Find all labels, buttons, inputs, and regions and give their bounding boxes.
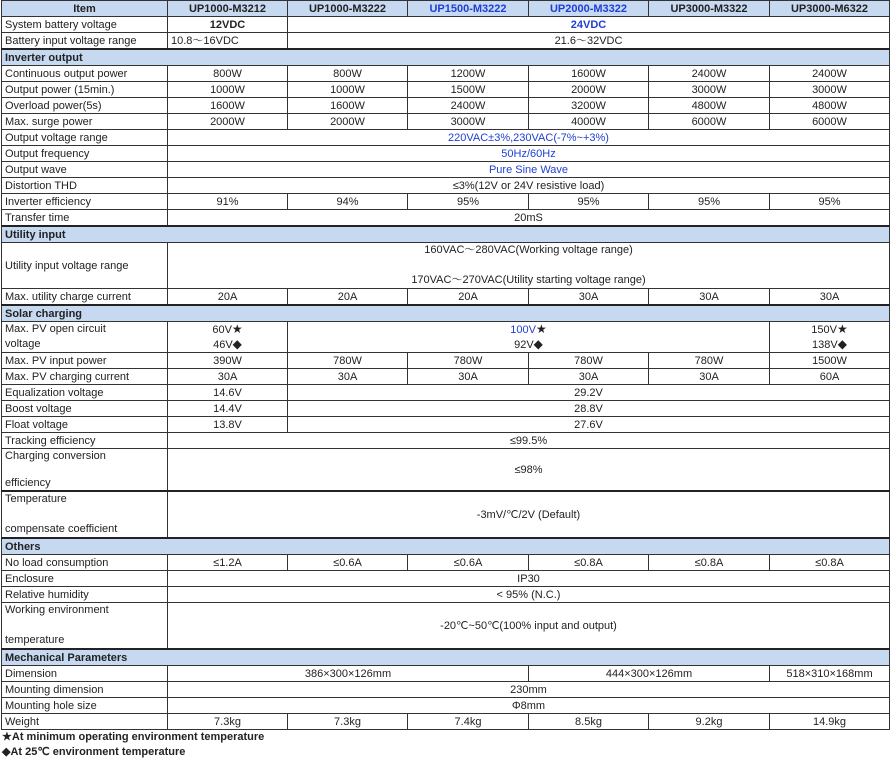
star-icon: ★ xyxy=(535,322,547,336)
cell: 1600W xyxy=(168,98,288,114)
row-label-line: Working environment xyxy=(5,604,109,616)
row-label: No load consumption xyxy=(2,555,168,571)
cell: 30A xyxy=(529,289,649,306)
section-title: Utility input xyxy=(2,226,890,243)
cell: 1000W xyxy=(168,82,288,98)
cell: 1600W xyxy=(529,66,649,82)
cell: 390W xyxy=(168,353,288,369)
cell: ≤0.8A xyxy=(770,555,890,571)
row-label xyxy=(2,491,168,538)
cell: 91% xyxy=(168,194,288,210)
cell: ≤1.2A xyxy=(168,555,288,571)
cell: 20mS xyxy=(168,210,890,227)
cell: 1600W xyxy=(288,98,408,114)
footnote xyxy=(2,745,890,760)
model-header: UP3000-M6322 xyxy=(770,1,890,17)
cell: 60A xyxy=(770,369,890,385)
row-label: Relative humidity xyxy=(2,587,168,603)
row-label: Overload power(5s) xyxy=(2,98,168,114)
table-row xyxy=(2,449,890,492)
cell: 95% xyxy=(649,194,770,210)
cell xyxy=(168,322,288,353)
diamond-icon: ◆ xyxy=(533,337,543,351)
row-label: Max. PV input power xyxy=(2,353,168,369)
cell xyxy=(770,322,890,353)
util-line-1: 160VAC～280VAC(Working voltage range) xyxy=(424,244,633,256)
cell: 30A xyxy=(649,369,770,385)
cell: 1500W xyxy=(770,353,890,369)
star-icon: ★ xyxy=(2,731,12,743)
table-row xyxy=(2,571,890,587)
cell: Φ8mm xyxy=(168,698,890,714)
row-label: Battery input voltage range xyxy=(2,33,168,50)
row-label-line: temperature xyxy=(5,634,65,646)
row-label: Max. utility charge current xyxy=(2,289,168,306)
cell: 30A xyxy=(288,369,408,385)
row-label: Utility input voltage range xyxy=(2,243,168,289)
cell: ≤0.8A xyxy=(529,555,649,571)
cell: 3000W xyxy=(649,82,770,98)
util-line-2: 170VAC～270VAC(Utility starting voltage range) xyxy=(411,274,646,286)
cell: 780W xyxy=(408,353,529,369)
cell: 444×300×126mm xyxy=(529,666,770,682)
cell: 94% xyxy=(288,194,408,210)
row-label: Boost voltage xyxy=(2,401,168,417)
table-row xyxy=(2,194,890,210)
cell: ≤0.8A xyxy=(649,555,770,571)
cell: 12VDC xyxy=(168,17,288,33)
table-row xyxy=(2,417,890,433)
cell: 2000W xyxy=(288,114,408,130)
cell: ≤0.6A xyxy=(408,555,529,571)
table-row xyxy=(2,385,890,401)
cell: 780W xyxy=(288,353,408,369)
table-row xyxy=(2,666,890,682)
cell: 7.3kg xyxy=(288,714,408,730)
footnote-text: At minimum operating environment temperature xyxy=(11,731,265,743)
cell: 95% xyxy=(529,194,649,210)
model-header: UP2000-M3322 xyxy=(529,1,649,17)
cell: 9.2kg xyxy=(649,714,770,730)
cell: 386×300×126mm xyxy=(168,666,529,682)
table-row xyxy=(2,146,890,162)
row-label: Output voltage range xyxy=(2,130,168,146)
table-row xyxy=(2,82,890,98)
row-label: Float voltage xyxy=(2,417,168,433)
cell: 2000W xyxy=(529,82,649,98)
row-label-line: efficiency xyxy=(5,477,51,489)
table-row xyxy=(2,322,890,353)
cell: 1000W xyxy=(288,82,408,98)
table-row xyxy=(2,114,890,130)
cell: 4800W xyxy=(649,98,770,114)
row-label: Max. PV charging current xyxy=(2,369,168,385)
cell: 2400W xyxy=(649,66,770,82)
section-header xyxy=(2,49,890,66)
cell: 95% xyxy=(770,194,890,210)
cell: 95% xyxy=(408,194,529,210)
footnote-text: At 25℃ environment temperature xyxy=(10,746,186,758)
row-label: Mounting hole size xyxy=(2,698,168,714)
cell: Pure Sine Wave xyxy=(168,162,890,178)
row-label: Transfer time xyxy=(2,210,168,227)
footnotes xyxy=(0,730,890,760)
cell: 20A xyxy=(288,289,408,306)
pv-value: 100V xyxy=(510,324,536,336)
model-header: UP3000-M3322 xyxy=(649,1,770,17)
cell: 2400W xyxy=(770,66,890,82)
section-title: Inverter output xyxy=(2,49,890,66)
section-header xyxy=(2,226,890,243)
row-label: Distortion THD xyxy=(2,178,168,194)
table-row xyxy=(2,555,890,571)
section-title: Solar charging xyxy=(2,305,890,322)
star-icon: ★ xyxy=(836,322,848,336)
cell: 800W xyxy=(288,66,408,82)
cell: 29.2V xyxy=(288,385,890,401)
cell: 780W xyxy=(529,353,649,369)
cell: 21.6～32VDC xyxy=(288,33,890,50)
cell xyxy=(288,322,770,353)
diamond-icon: ◆ xyxy=(2,746,11,758)
pv-value: 138V xyxy=(812,339,838,351)
table-row xyxy=(2,603,890,650)
pv-value: 60V xyxy=(212,324,232,336)
pv-value: 150V xyxy=(811,324,837,336)
row-label: Output frequency xyxy=(2,146,168,162)
section-header xyxy=(2,649,890,666)
row-label: System battery voltage xyxy=(2,17,168,33)
row-label: Enclosure xyxy=(2,571,168,587)
cell: 1200W xyxy=(408,66,529,82)
cell: 20A xyxy=(168,289,288,306)
cell: IP30 xyxy=(168,571,890,587)
cell: 4800W xyxy=(770,98,890,114)
table-row xyxy=(2,714,890,730)
row-label xyxy=(2,449,168,492)
row-label-line: compensate coefficient xyxy=(5,523,118,535)
cell: 20A xyxy=(408,289,529,306)
row-label: Max. surge power xyxy=(2,114,168,130)
section-title: Mechanical Parameters xyxy=(2,649,890,666)
cell: 220VAC±3%,230VAC(-7%~+3%) xyxy=(168,130,890,146)
row-label: Output power (15min.) xyxy=(2,82,168,98)
table-row xyxy=(2,98,890,114)
cell: 230mm xyxy=(168,682,890,698)
table-row xyxy=(2,491,890,538)
row-label: Output wave xyxy=(2,162,168,178)
table-row xyxy=(2,130,890,146)
cell: ≤3%(12V or 24V resistive load) xyxy=(168,178,890,194)
table-row xyxy=(2,587,890,603)
cell: 2000W xyxy=(168,114,288,130)
cell: -3mV/℃/2V (Default) xyxy=(168,491,890,538)
cell: 1500W xyxy=(408,82,529,98)
row-label: Inverter efficiency xyxy=(2,194,168,210)
cell: < 95% (N.C.) xyxy=(168,587,890,603)
table-row xyxy=(2,698,890,714)
cell: 3000W xyxy=(408,114,529,130)
cell: 3000W xyxy=(770,82,890,98)
cell: 8.5kg xyxy=(529,714,649,730)
table-row xyxy=(2,433,890,449)
section-title: Others xyxy=(2,538,890,555)
row-label: Equalization voltage xyxy=(2,385,168,401)
table-row xyxy=(2,210,890,227)
table-row xyxy=(2,369,890,385)
table-row xyxy=(2,353,890,369)
table-row xyxy=(2,66,890,82)
table-row xyxy=(2,162,890,178)
table-row xyxy=(2,178,890,194)
cell xyxy=(168,243,890,289)
row-label: Mounting dimension xyxy=(2,682,168,698)
cell: 24VDC xyxy=(288,17,890,33)
spec-table xyxy=(1,0,890,730)
table-row xyxy=(2,682,890,698)
model-header: UP1000-M3222 xyxy=(288,1,408,17)
cell: 518×310×168mm xyxy=(770,666,890,682)
table-row xyxy=(2,289,890,306)
cell: 30A xyxy=(529,369,649,385)
cell: 2400W xyxy=(408,98,529,114)
item-header: Item xyxy=(2,1,168,17)
pv-value: 92V xyxy=(514,339,534,351)
section-header xyxy=(2,305,890,322)
row-label-line: Charging conversion xyxy=(5,450,106,462)
cell: 50Hz/60Hz xyxy=(168,146,890,162)
cell: 6000W xyxy=(770,114,890,130)
cell: 800W xyxy=(168,66,288,82)
spacer xyxy=(171,258,886,273)
cell: -20℃~50℃(100% input and output) xyxy=(168,603,890,650)
cell: 13.8V xyxy=(168,417,288,433)
cell: 4000W xyxy=(529,114,649,130)
section-header xyxy=(2,538,890,555)
cell: 780W xyxy=(649,353,770,369)
cell: 30A xyxy=(649,289,770,306)
cell: 30A xyxy=(770,289,890,306)
row-label: Tracking efficiency xyxy=(2,433,168,449)
row-label-line: Max. PV open circuit xyxy=(5,323,106,335)
table-row xyxy=(2,17,890,33)
star-icon: ★ xyxy=(231,322,243,336)
table-row xyxy=(2,33,890,50)
cell: 30A xyxy=(408,369,529,385)
footnote xyxy=(2,730,890,745)
cell: 6000W xyxy=(649,114,770,130)
header-row xyxy=(2,1,890,17)
row-label-line: Temperature xyxy=(5,493,67,505)
model-header: UP1000-M3212 xyxy=(168,1,288,17)
row-label: Continuous output power xyxy=(2,66,168,82)
row-label: Dimension xyxy=(2,666,168,682)
cell: ≤0.6A xyxy=(288,555,408,571)
cell: 3200W xyxy=(529,98,649,114)
cell: 14.4V xyxy=(168,401,288,417)
row-label: Weight xyxy=(2,714,168,730)
table-row xyxy=(2,243,890,289)
pv-value: 46V xyxy=(213,339,233,351)
cell: ≤98% xyxy=(168,449,890,492)
model-header: UP1500-M3222 xyxy=(408,1,529,17)
diamond-icon: ◆ xyxy=(837,337,847,351)
table-row xyxy=(2,401,890,417)
cell: 14.6V xyxy=(168,385,288,401)
cell: ≤99.5% xyxy=(168,433,890,449)
cell: 30A xyxy=(168,369,288,385)
cell: 28.8V xyxy=(288,401,890,417)
cell: 10.8～16VDC xyxy=(168,33,288,50)
cell: 14.9kg xyxy=(770,714,890,730)
diamond-icon: ◆ xyxy=(232,337,242,351)
cell: 7.4kg xyxy=(408,714,529,730)
row-label xyxy=(2,603,168,650)
cell: 27.6V xyxy=(288,417,890,433)
row-label xyxy=(2,322,168,353)
cell: 7.3kg xyxy=(168,714,288,730)
row-label-line: voltage xyxy=(5,338,41,350)
